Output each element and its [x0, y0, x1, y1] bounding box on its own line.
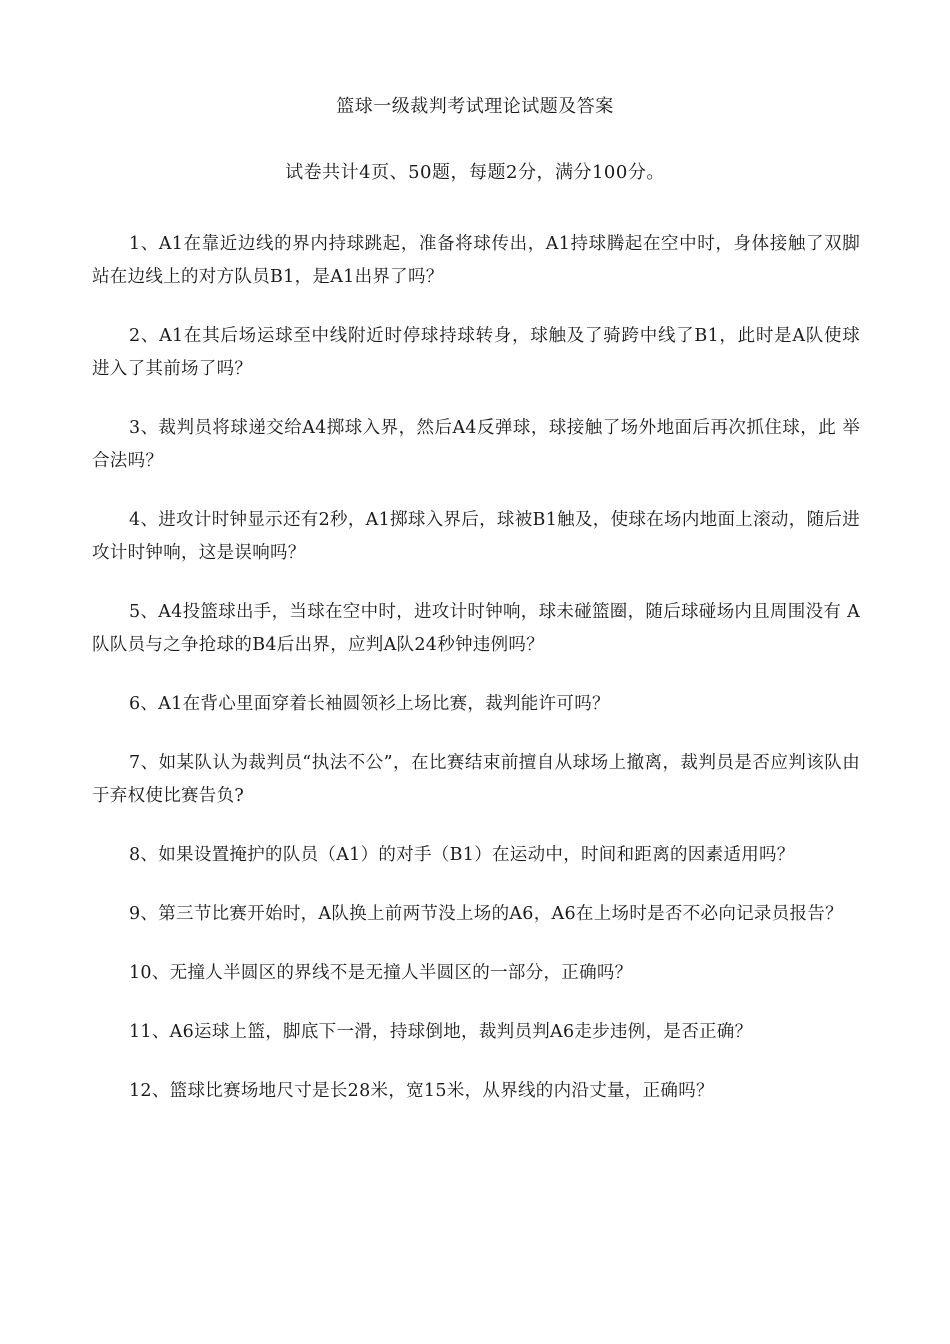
question-2: 2、A1在其后场运球至中线附近时停球持球转身，球触及了骑跨中线了B1，此时是A队使球进入了其前场了吗？ — [92, 326, 860, 379]
question-10: 10、无撞人半圆区的界线不是无撞人半圆区的一部分，正确吗？ — [129, 963, 633, 983]
question-5: 5、A4投篮球出手，当球在空中时，进攻计时钟响，球未碰篮圈，随后球碰场内且周围没有 A队队员与之争抢球的B4后出界，应判A队24秒钟违例吗？ — [92, 602, 861, 655]
question-8: 8、如果设置掩护的队员（A1）的对手（B1）在运动中，时间和距离的因素适用吗？ — [129, 845, 795, 865]
question-9: 9、第三节比赛开始时，A队换上前两节没上场的A6，A6在上场时是否不必向记录员报告？ — [129, 904, 843, 924]
exam-info: 试卷共计4页、50题，每题2分，满分100分。 — [285, 162, 665, 183]
question-3: 3、裁判员将球递交给A4掷球入界，然后A4反弹球，球接触了场外地面后再次抓住球，此 举合法吗？ — [92, 418, 860, 471]
question-11: 11、A6运球上篮，脚底下一滑，持球倒地，裁判员判A6走步违例，是否正确？ — [129, 1022, 753, 1042]
question-list — [92, 228, 860, 1134]
page-title: 篮球一级裁判考试理论试题及答案 — [336, 96, 614, 117]
question-7: 7、如某队认为裁判员“执法不公”，在比赛结束前擅自从球场上撤离，裁判员是否应判该队由于弃权使比赛告负? — [92, 753, 860, 806]
question-1: 1、A1在靠近边线的界内持球跳起，准备将球传出，A1持球腾起在空中时，身体接触了双脚站在边线上的对方队员B1，是A1出界了吗？ — [92, 234, 860, 287]
question-6: 6、A1在背心里面穿着长袖圆领衫上场比赛，裁判能许可吗？ — [129, 694, 610, 714]
question-12: 12、篮球比赛场地尺寸是长28米，宽15米，从界线的内沿丈量，正确吗？ — [129, 1081, 714, 1101]
question-4: 4、进攻计时钟显示还有2秒，A1掷球入界后，球被B1触及，使球在场内地面上滚动，随后进攻计时钟响，这是误响吗？ — [92, 510, 860, 563]
